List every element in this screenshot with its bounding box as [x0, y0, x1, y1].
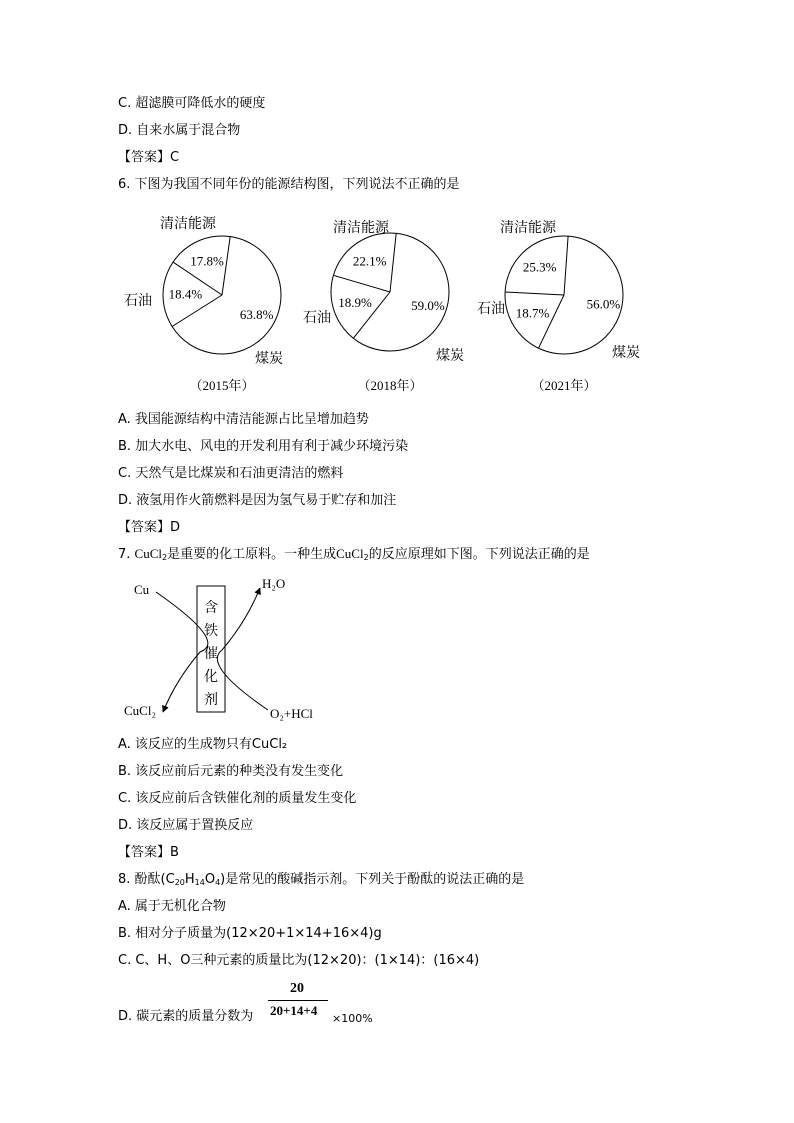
category-oil: 石油 — [124, 293, 152, 309]
year-label: （2015年） — [189, 378, 255, 393]
option-6a: A. 我国能源结构中清洁能源占比呈增加趋势 — [118, 412, 369, 427]
option-8c: C. C、H、O三种元素的质量比为(12×20)：(1×14)：(16×4) — [118, 953, 480, 968]
question-7: 7. CuCl$_2$是重要的化工原料。一种生成CuCl$_2$的反应原理如下图。下列说法正确的是 — [118, 546, 590, 562]
pie-label-oil: 18.7% — [515, 305, 550, 321]
fraction-bar — [268, 1000, 328, 1001]
category-clean-energy: 清洁能源 — [160, 216, 216, 232]
catalyst-char-2: 铁 — [204, 623, 218, 639]
pie-label-coal: 56.0% — [586, 296, 621, 312]
pie-label-coal: 59.0% — [411, 297, 445, 313]
option-6d: D. 液氢用作火箭燃料是因为氢气易于贮存和加注 — [118, 493, 397, 508]
answer-6: 【答案】D — [118, 520, 181, 535]
question-8: 8. 酚酞$(C_{20}H_{14}O_4)$是常见的酸碱指示剂。下列关于酚酞的说法正确的是 — [118, 872, 525, 887]
answer-5: 【答案】C — [118, 150, 180, 165]
category-coal: 煤炭 — [612, 345, 640, 361]
catalyst-char-5: 剂 — [204, 692, 218, 708]
pie-label-oil: 18.4% — [168, 286, 203, 302]
option-7b: B. 该反应前后元素的种类没有发生变化 — [118, 764, 344, 779]
option-5c: C. 超滤膜可降低水的硬度 — [118, 96, 266, 111]
option-8a: A. 属于无机化合物 — [118, 899, 226, 914]
option-6b: B. 加大水电、风电的开发利用有利于减少环境污染 — [118, 439, 409, 454]
option-8b: B. 相对分子质量为(12×20+1×14+16×4)g — [118, 926, 382, 941]
category-oil: 石油 — [303, 310, 331, 326]
h2o-label: H₂O — [262, 576, 286, 591]
fraction-denominator: 20+14+4 — [270, 1003, 318, 1018]
year-label: （2021年） — [531, 378, 597, 393]
fraction-numerator: 20 — [290, 981, 304, 996]
category-coal: 煤炭 — [436, 348, 464, 364]
pie-label-clean: 25.3% — [522, 259, 557, 275]
option-6c: C. 天然气是比煤炭和石油更清洁的燃料 — [118, 466, 344, 481]
percent-factor: ×100% — [332, 1012, 373, 1025]
pie-label-clean: 17.8% — [190, 253, 224, 269]
cu-label: Cu — [134, 582, 150, 597]
option-5d: D. 自来水属于混合物 — [118, 123, 241, 138]
option-7d: D. 该反应属于置换反应 — [118, 818, 254, 833]
cucl2-label: CuCl₂ — [124, 703, 156, 718]
option-8d: D. 碳元素的质量分数为 — [118, 1009, 254, 1024]
cu-to-cucl2-arrow — [156, 592, 208, 712]
question-6: 6. 下图为我国不同年份的能源结构图，下列说法不正确的是 — [118, 177, 460, 192]
category-oil: 石油 — [477, 301, 505, 317]
catalyst-char-3: 催 — [204, 646, 218, 662]
year-label: （2018年） — [357, 378, 423, 393]
category-coal: 煤炭 — [255, 351, 283, 367]
option-7a: A. 该反应的生成物只有CuCl₂ — [118, 737, 288, 752]
category-clean-energy: 清洁能源 — [500, 220, 556, 236]
category-clean-energy: 清洁能源 — [333, 220, 389, 236]
answer-7: 【答案】B — [118, 845, 179, 860]
o2hcl-label: O₂+HCl — [270, 706, 313, 721]
pie-label-clean: 22.1% — [352, 253, 387, 269]
pie-label-coal: 63.8% — [239, 306, 274, 322]
pie-label-oil: 18.9% — [338, 295, 372, 310]
option-7c: C. 该反应前后含铁催化剂的质量发生变化 — [118, 791, 357, 806]
catalyst-char-1: 含 — [204, 600, 218, 616]
catalyst-char-4: 化 — [204, 669, 218, 685]
